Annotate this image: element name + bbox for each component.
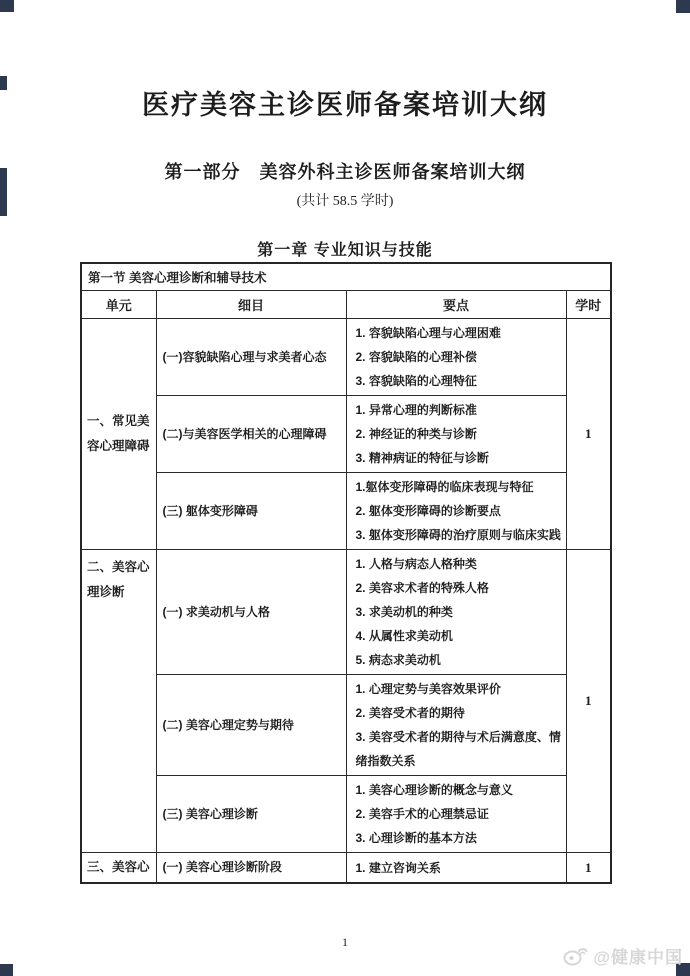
point-line: 3. 精神病证的特征与诊断	[355, 451, 489, 465]
hours-cell: 1	[566, 319, 611, 550]
point-line: 3. 心理诊断的基本方法	[355, 831, 477, 845]
table-row	[81, 675, 611, 776]
section-label-row	[81, 263, 611, 291]
point-line: 1.躯体变形障碍的临床表现与特征	[355, 480, 534, 494]
watermark-text: @健康中国	[593, 948, 683, 967]
item-cell: (三) 躯体变形障碍	[156, 473, 346, 550]
watermark	[562, 943, 683, 968]
corner-mark-top-left	[0, 0, 14, 12]
points-cell	[346, 473, 566, 550]
table-row	[81, 319, 611, 396]
table-row	[81, 473, 611, 550]
point-line: 5. 病态求美动机	[355, 653, 441, 667]
item-cell: (二) 美容心理定势与期待	[156, 675, 346, 776]
point-line: 2. 美容求术者的特殊人格	[355, 581, 489, 595]
points-cell	[346, 550, 566, 675]
column-header-item: 细目	[156, 291, 346, 319]
section-label: 第一节 美容心理诊断和辅导技术	[81, 263, 611, 291]
table-row	[81, 550, 611, 675]
corner-mark-top-right	[676, 0, 690, 13]
column-header-unit: 单元	[81, 291, 156, 319]
point-line: 4. 从属性求美动机	[355, 629, 453, 643]
point-line: 2. 容貌缺陷的心理补偿	[355, 350, 477, 364]
hours-cell: 1	[566, 550, 611, 853]
table-row	[81, 776, 611, 853]
point-line: 2. 美容受术者的期待	[355, 706, 465, 720]
column-header-row	[81, 291, 611, 319]
column-header-hours: 学时	[566, 291, 611, 319]
points-cell	[346, 675, 566, 776]
item-cell: (一) 美容心理诊断阶段	[156, 853, 346, 884]
item-cell: (二)与美容医学相关的心理障碍	[156, 396, 346, 473]
points-cell	[346, 396, 566, 473]
item-cell: (一)容貌缺陷心理与求美者心态	[156, 319, 346, 396]
point-line: 1. 异常心理的判断标准	[355, 403, 477, 417]
point-line: 1. 容貌缺陷心理与心理困难	[355, 326, 501, 340]
column-header-points: 要点	[346, 291, 566, 319]
page-number: 1	[342, 935, 348, 949]
point-line: 3. 容貌缺陷的心理特征	[355, 374, 477, 388]
part-heading: 第一部分 美容外科主诊医师备案培训大纲	[164, 162, 526, 183]
training-outline-table	[80, 262, 612, 884]
point-line: 2. 躯体变形障碍的诊断要点	[355, 504, 501, 518]
points-cell	[346, 319, 566, 396]
point-line: 1. 心理定势与美容效果评价	[355, 682, 501, 696]
document-title: 医疗美容主诊医师备案培训大纲	[142, 90, 548, 120]
unit-name-cell: 二、美容心理诊断	[81, 550, 156, 853]
part-subheading: (共计 58.5 学时)	[296, 194, 394, 210]
points-cell	[346, 853, 566, 884]
point-line: 3. 美容受术者的期待与术后满意度、情绪指数关系	[355, 730, 561, 768]
item-cell: (一) 求美动机与人格	[156, 550, 346, 675]
unit-name-cell: 一、常见美容心理障碍	[81, 319, 156, 550]
outline-table-body	[81, 319, 611, 884]
table-row	[81, 853, 611, 884]
point-line: 2. 神经证的种类与诊断	[355, 427, 477, 441]
point-line: 1. 建立咨询关系	[355, 860, 441, 875]
unit-name-cell: 三、美容心	[81, 853, 156, 884]
corner-mark-bottom-left	[0, 964, 13, 976]
point-line: 2. 美容手术的心理禁忌证	[355, 807, 489, 821]
table-row	[81, 396, 611, 473]
left-edge-mark	[0, 76, 7, 90]
point-line: 3. 求美动机的种类	[355, 605, 453, 619]
points-cell	[346, 776, 566, 853]
left-edge-mark	[0, 168, 7, 216]
hours-cell: 1	[566, 853, 611, 884]
point-line: 1. 美容心理诊断的概念与意义	[355, 783, 513, 797]
weibo-icon	[562, 945, 588, 967]
item-cell: (三) 美容心理诊断	[156, 776, 346, 853]
point-line: 1. 人格与病态人格种类	[355, 557, 477, 571]
point-line: 3. 躯体变形障碍的治疗原则与临床实践	[355, 528, 561, 542]
chapter-heading: 第一章 专业知识与技能	[257, 242, 433, 260]
